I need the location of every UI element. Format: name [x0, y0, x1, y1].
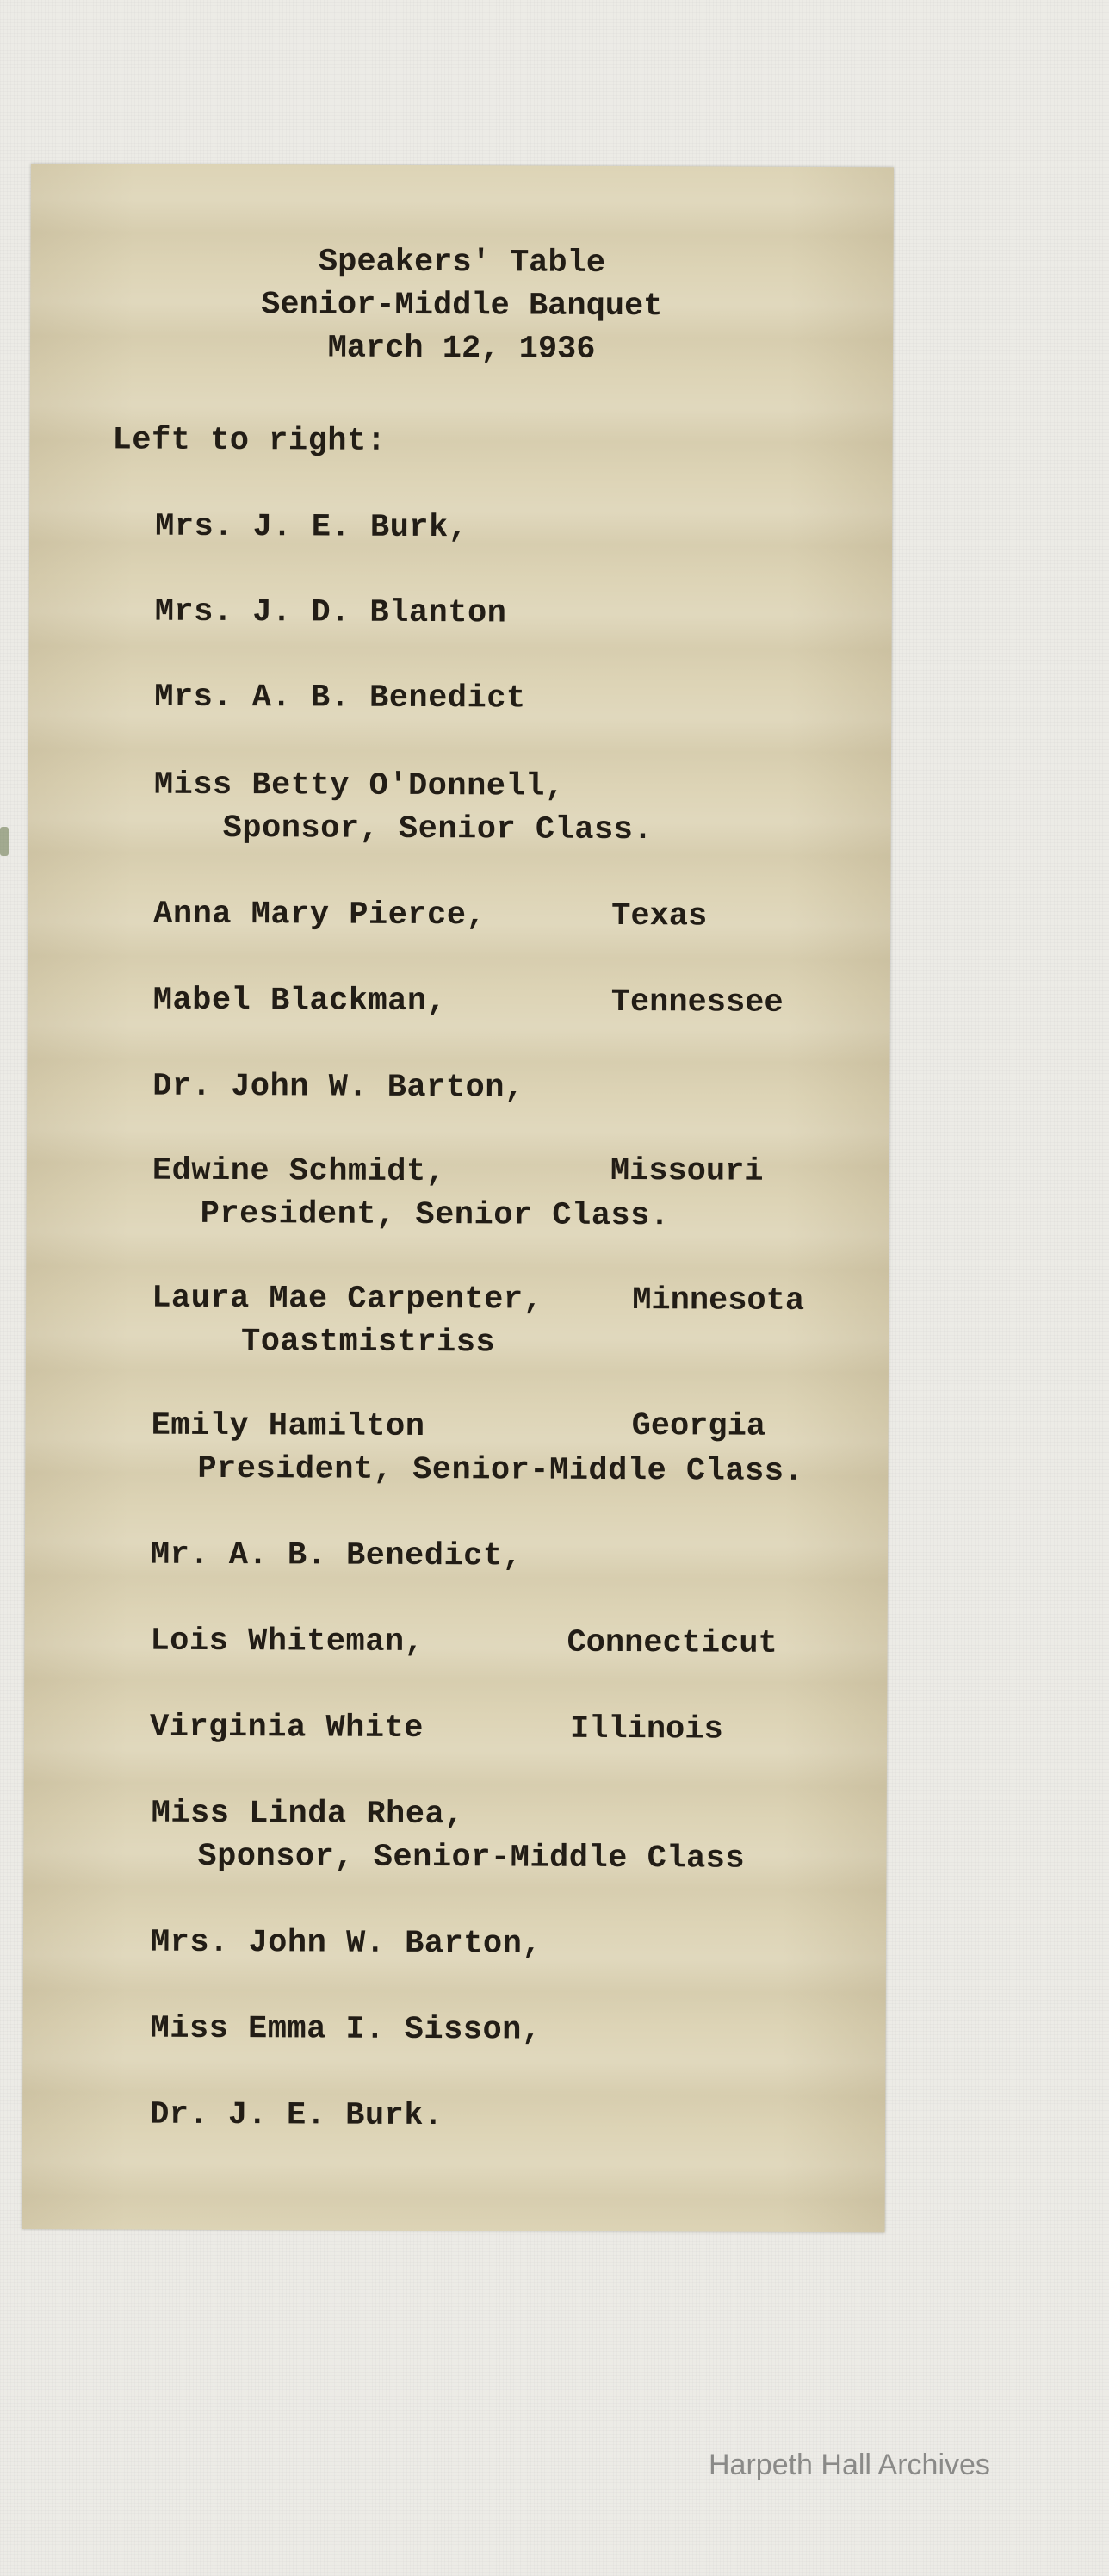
entry-name: Edwine Schmidt,	[152, 1152, 446, 1191]
entry-role: Sponsor, Senior Class.	[222, 810, 654, 849]
entry-state: Minnesota	[632, 1282, 805, 1319]
entry-state: Tennessee	[610, 984, 784, 1021]
intro-line: Left to right:	[112, 422, 387, 460]
entry-role: President, Senior-Middle Class.	[197, 1450, 804, 1490]
entry-name: Emily Hamilton	[151, 1407, 425, 1446]
event-date: March 12, 1936	[327, 330, 596, 368]
archive-watermark: Harpeth Hall Archives	[709, 2449, 990, 2481]
entry-state: Texas	[611, 897, 708, 935]
entry-name: Mrs. John W. Barton,	[150, 1924, 542, 1963]
entry-name: Anna Mary Pierce,	[153, 896, 486, 934]
entry-name: Mr. A. B. Benedict,	[150, 1536, 523, 1575]
entry-name: Mrs. J. D. Blanton	[154, 593, 507, 632]
entry-state: Connecticut	[567, 1624, 778, 1662]
entry-name: Miss Betty O'Donnell,	[153, 767, 565, 805]
entry-state: Missouri	[610, 1152, 764, 1190]
entry-name: Mrs. J. E. Burk,	[155, 508, 468, 547]
document-title: Speakers' Table	[318, 244, 606, 282]
entry-role: Toastmistriss	[240, 1324, 496, 1362]
event-name: Senior-Middle Banquet	[261, 287, 663, 326]
entry-name: Laura Mae Carpenter,	[152, 1280, 543, 1319]
entry-role: Sponsor, Senior-Middle Class	[197, 1838, 746, 1878]
entry-name: Miss Emma I. Sisson,	[150, 2010, 542, 2049]
entry-name: Mrs. A. B. Benedict	[154, 679, 526, 717]
entry-state: Georgia	[631, 1408, 766, 1445]
entry-state: Illinois	[569, 1710, 723, 1748]
entry-name: Lois Whiteman,	[150, 1623, 424, 1661]
typed-program-sheet	[22, 164, 894, 2232]
entry-name: Dr. John W. Barton,	[152, 1068, 524, 1107]
entry-role: President, Senior Class.	[200, 1195, 670, 1235]
entry-name: Virginia White	[149, 1709, 424, 1747]
entry-name: Miss Linda Rhea,	[151, 1795, 464, 1834]
entry-name: Dr. J. E. Burk.	[150, 2096, 443, 2135]
edge-stain	[0, 827, 9, 856]
entry-name: Mabel Blackman,	[152, 982, 447, 1021]
